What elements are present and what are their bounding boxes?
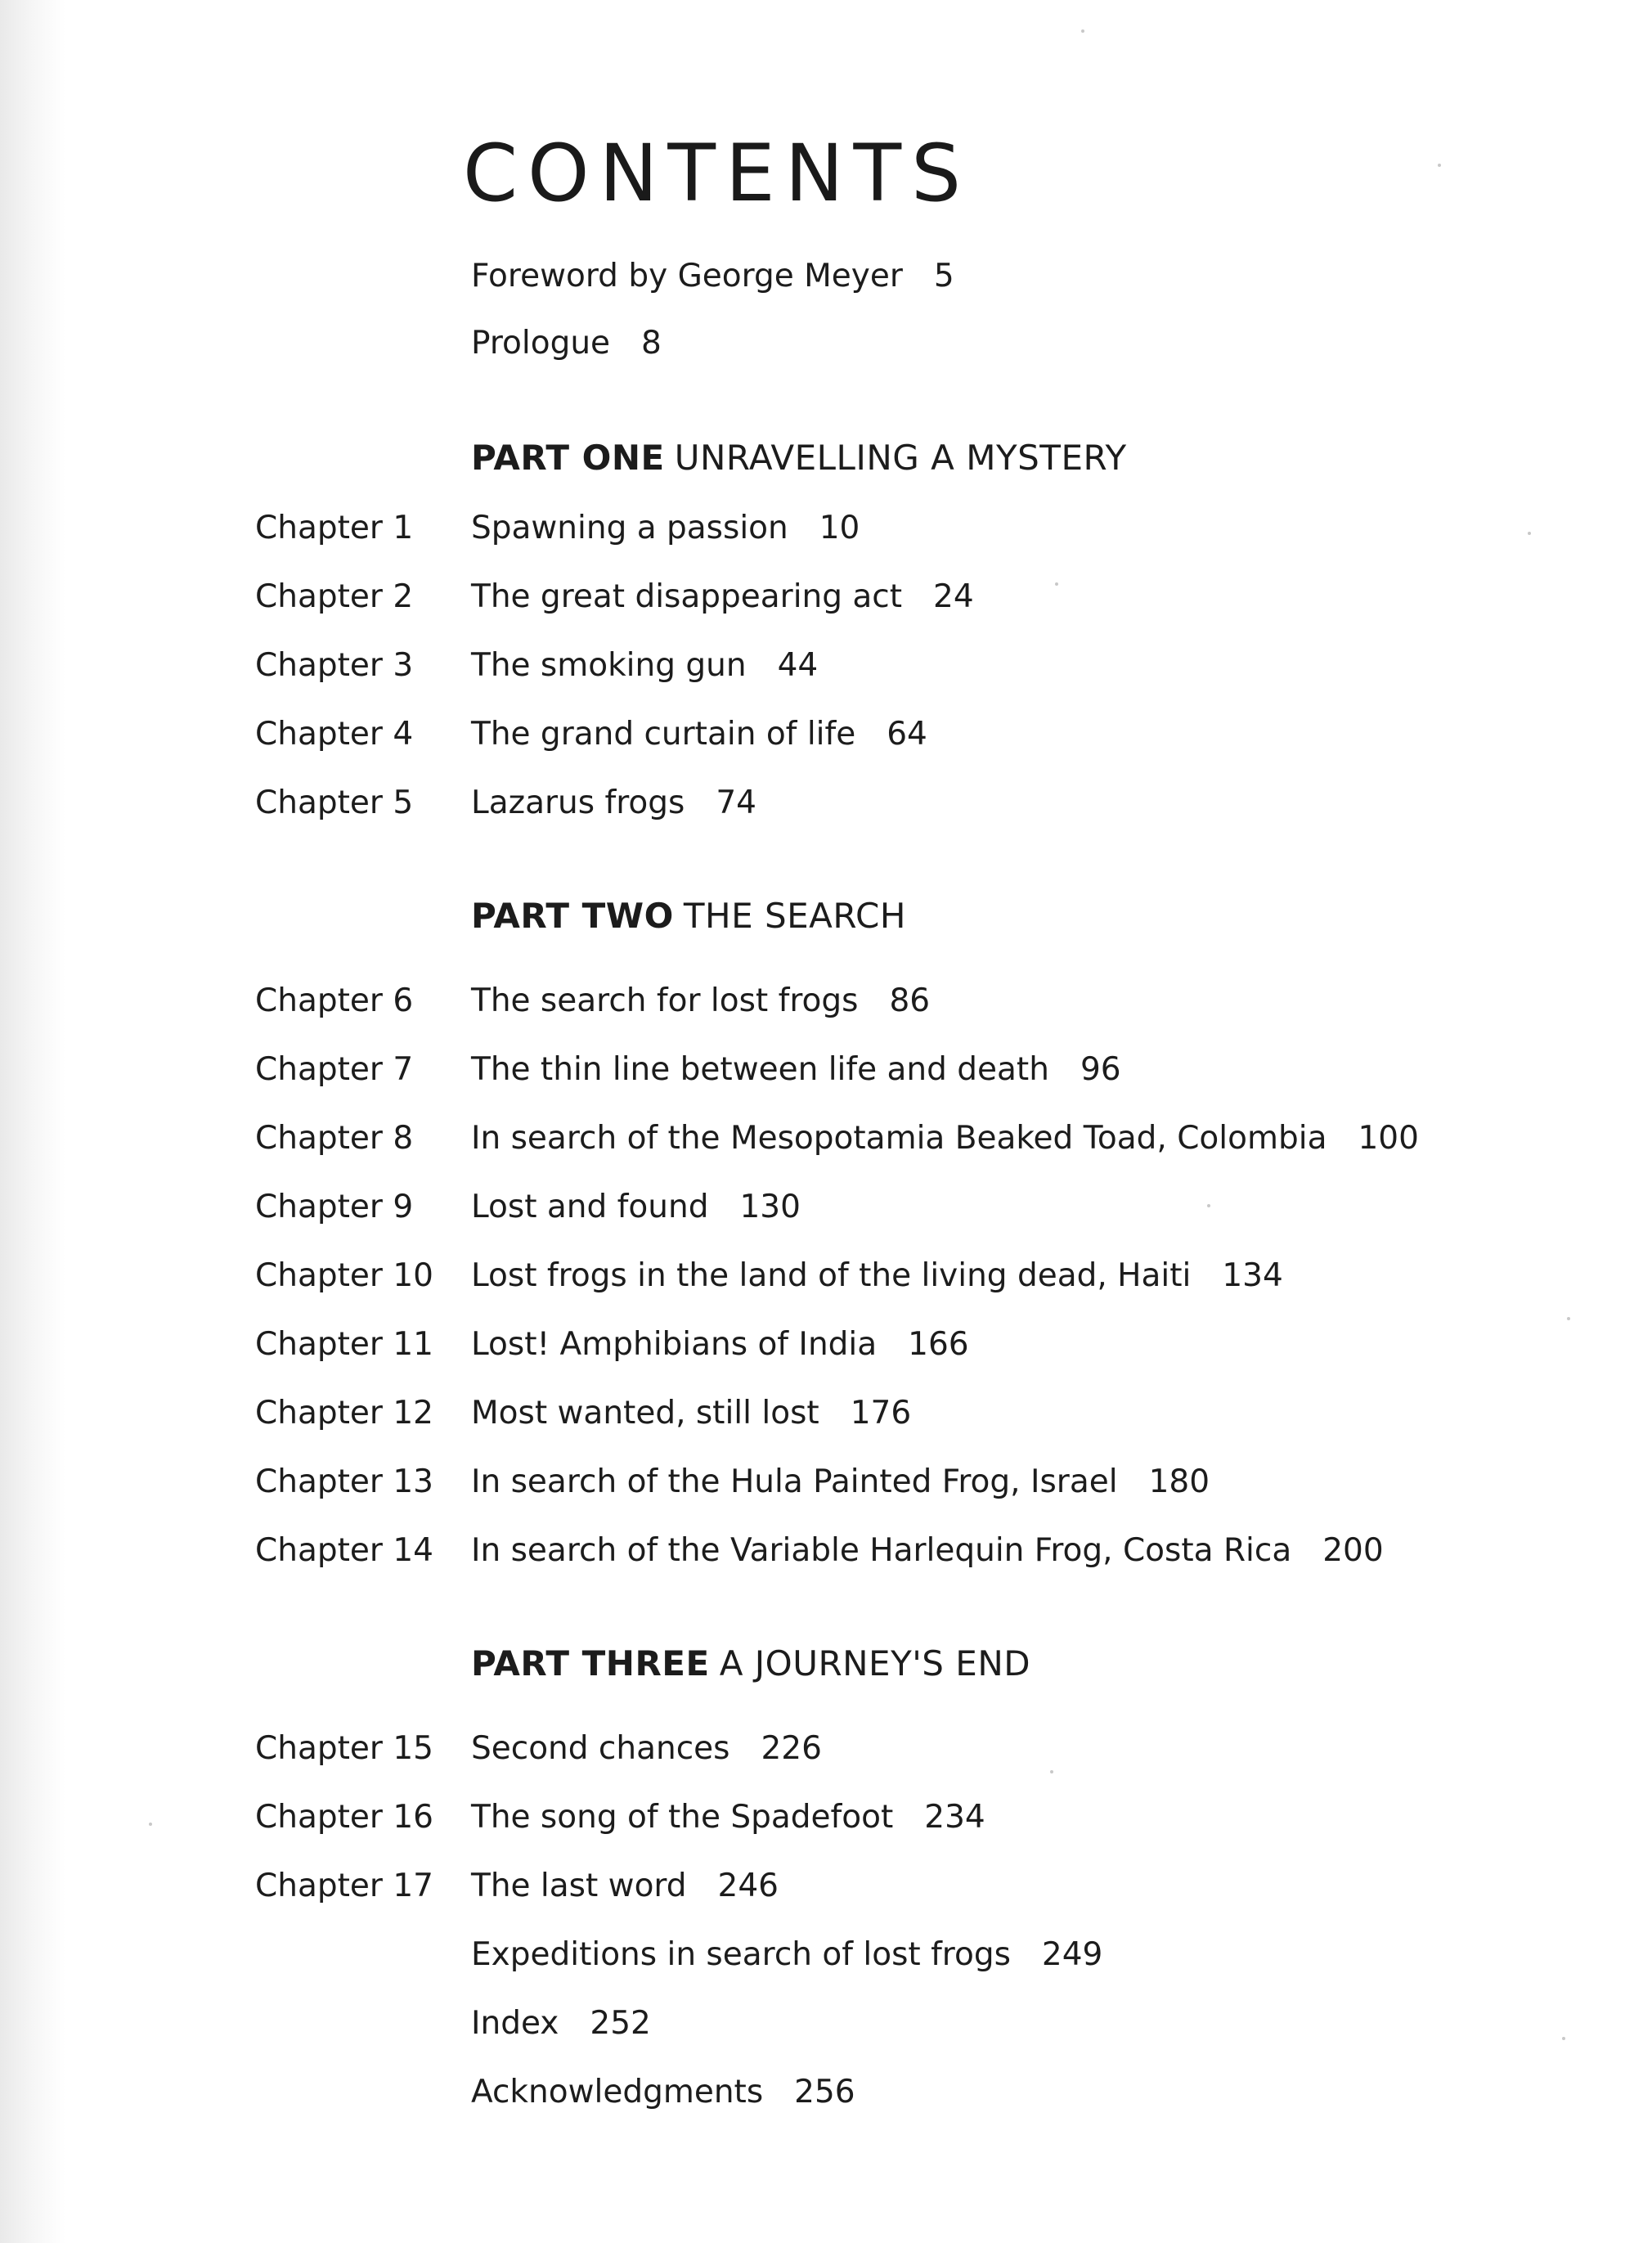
page-number: 234 [924,1799,985,1836]
page-number: 246 [717,1868,779,1904]
entry-title: Most wanted, still lost [471,1395,819,1432]
page-number: 134 [1222,1257,1283,1294]
chapter-label: Chapter 3 [255,647,414,684]
chapter-label: Chapter 9 [255,1189,414,1225]
page-number: 100 [1358,1120,1419,1157]
chapter-label: Chapter 14 [255,1532,433,1569]
entry-title: In search of the Mesopotamia Beaked Toad, Colombia [471,1120,1327,1157]
entry-title: Lost and found [471,1189,709,1225]
page-number: 256 [794,2074,855,2110]
page-number: 86 [889,982,931,1019]
chapter-label: Chapter 15 [255,1730,433,1767]
chapter-label: Chapter 17 [255,1868,433,1904]
page-number: 64 [887,716,927,753]
page-number: 8 [641,325,662,362]
chapter-label: Chapter 2 [255,578,414,615]
part-one-heading [471,434,1127,483]
page-number: 74 [716,784,756,821]
part-title: UNRAVELLING A MYSTERY [674,438,1127,478]
chapter-label: Chapter 8 [255,1120,414,1157]
entry-title: Second chances [471,1730,730,1767]
part-title: THE SEARCH [683,896,906,936]
scan-speck [1081,29,1084,33]
scan-speck [1055,582,1058,586]
page-number: 226 [761,1730,822,1767]
chapter-label: Chapter 4 [255,716,414,753]
chapter-label: Chapter 10 [255,1257,433,1294]
chapter-label: Chapter 6 [255,982,414,1019]
entry-title: Spawning a passion [471,510,788,546]
entry-title: The thin line between life and death [471,1051,1049,1088]
chapter-label: Chapter 13 [255,1463,433,1500]
scan-speck [149,1823,152,1826]
page-number: 24 [933,578,974,615]
chapter-label: Chapter 16 [255,1799,433,1836]
entry-title: In search of the Variable Harlequin Frog, Costa Rica [471,1532,1292,1569]
page-number: 96 [1080,1051,1121,1088]
entry-title: The smoking gun [471,647,747,684]
entry-title: The last word [471,1868,687,1904]
chapter-label: Chapter 11 [255,1326,433,1363]
page-number: 5 [933,258,954,294]
page-number: 176 [850,1395,912,1432]
scan-speck [1438,164,1441,167]
entry-title: The great disappearing act [471,578,903,615]
page-number: 180 [1148,1463,1210,1500]
part-number: PART THREE [471,1643,710,1683]
entry-title: Lost! Amphibians of India [471,1326,878,1363]
page-number: 130 [739,1189,801,1225]
part-number: PART TWO [471,896,674,936]
entry-title: Foreword by George Meyer [471,258,903,294]
part-title: A JOURNEY'S END [719,1643,1031,1683]
chapter-label: Chapter 7 [255,1051,414,1088]
scan-speck [1207,1204,1210,1207]
page-number: 252 [590,2005,651,2042]
page-number: 166 [908,1326,969,1363]
page-number: 10 [819,510,860,546]
scan-speck [1562,2037,1565,2040]
entry-title: Prologue [471,325,611,362]
entry-title: Lost frogs in the land of the living dead, Haiti [471,1257,1192,1294]
page-number: 249 [1041,1936,1103,1973]
chapter-label: Chapter 5 [255,784,414,821]
part-three-heading [471,1639,1030,1688]
entry-title: Lazarus frogs [471,784,685,821]
part-two-heading [471,892,906,941]
page-title: CONTENTS [463,128,972,220]
entry-title: The search for lost frogs [471,982,859,1019]
scan-speck [1528,532,1531,535]
page-number: 200 [1322,1532,1384,1569]
entry-title: In search of the Hula Painted Frog, Israel [471,1463,1118,1500]
chapter-label: Chapter 12 [255,1395,433,1432]
entry-title: Acknowledgments [471,2074,764,2110]
entry-title: The grand curtain of life [471,716,856,753]
scan-speck [1567,1317,1570,1320]
page-number: 44 [777,647,819,684]
entry-title: The song of the Spadefoot [471,1799,894,1836]
chapter-label: Chapter 1 [255,510,414,546]
part-number: PART ONE [471,438,665,478]
entry-title: Expeditions in search of lost frogs [471,1936,1011,1973]
scan-edge-shadow [0,0,65,2243]
entry-title: Index [471,2005,559,2042]
scan-speck [1050,1770,1053,1773]
